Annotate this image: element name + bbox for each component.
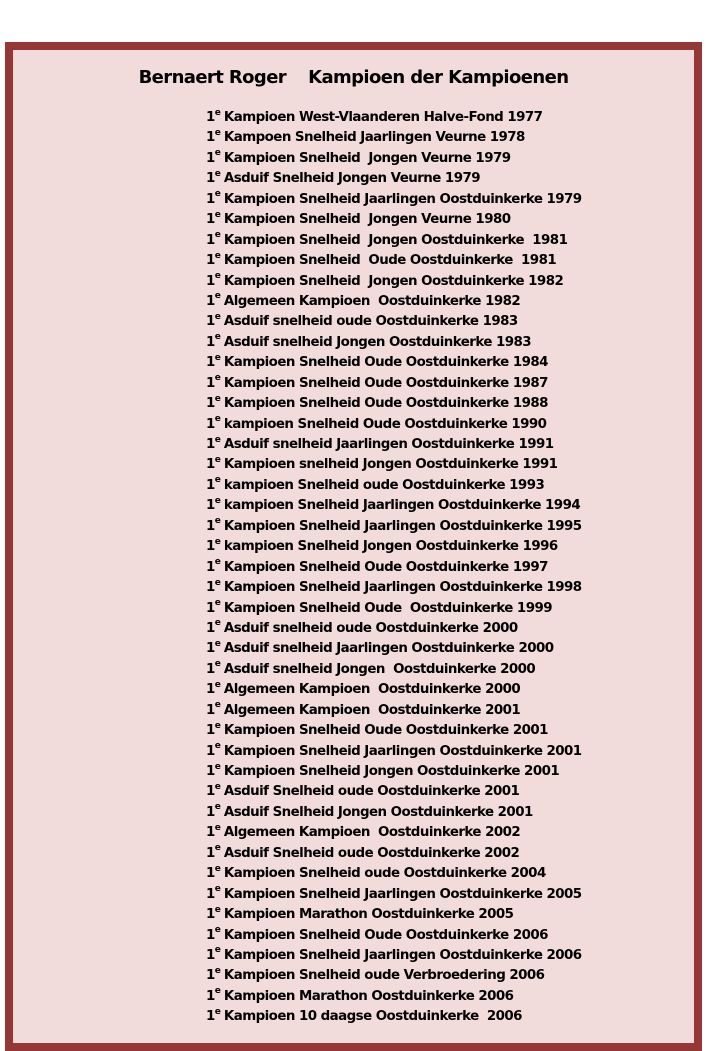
achievement-text: Asduif Snelheid oude Oostduinkerke 2001 [223, 784, 520, 800]
list-item [206, 415, 582, 435]
rank-suffix: e [214, 557, 221, 568]
list-item [206, 742, 582, 762]
rank-number: 1 [206, 947, 215, 963]
rank-suffix: e [214, 598, 221, 609]
rank-number: 1 [206, 559, 215, 575]
achievement-text: Kampioen Snelheid oude Verbroedering 2006 [223, 968, 545, 984]
achievement-text: Kampioen Snelheid Jaarlingen Oostduinkerke 1998 [223, 580, 582, 596]
list-item [206, 1007, 582, 1027]
rank-suffix: e [214, 332, 221, 343]
list-item [206, 885, 582, 905]
rank-suffix: e [214, 700, 221, 711]
rank-number: 1 [206, 253, 215, 269]
list-item [206, 803, 582, 823]
list-item [206, 455, 582, 475]
achievement-text: Kampioen Snelheid Jaarlingen Oostduinkerke 1979 [223, 191, 582, 207]
list-item [206, 619, 582, 639]
list-item [206, 578, 582, 598]
list-item [206, 844, 582, 864]
list-item [206, 946, 582, 966]
list-item [206, 864, 582, 884]
rank-number: 1 [206, 477, 215, 493]
rank-number: 1 [206, 293, 215, 309]
rank-suffix: e [214, 414, 221, 425]
rank-suffix: e [214, 843, 221, 854]
rank-number: 1 [206, 498, 215, 514]
rank-suffix: e [214, 209, 221, 220]
rank-suffix: e [214, 945, 221, 956]
list-item [206, 558, 582, 578]
rank-suffix: e [214, 495, 221, 506]
rank-suffix: e [214, 577, 221, 588]
list-item [206, 394, 582, 414]
list-item [206, 926, 582, 946]
list-item [206, 680, 582, 700]
list-item [206, 599, 582, 619]
achievement-text: Asduif snelheid Jaarlingen Oostduinkerke 1991 [223, 437, 554, 452]
list-item [206, 374, 582, 394]
rank-suffix: e [214, 516, 221, 527]
rank-suffix: e [214, 189, 221, 200]
rank-number: 1 [206, 927, 215, 943]
rank-suffix: e [214, 720, 221, 731]
achievement-text: Kampoen Snelheid Jaarlingen Veurne 1978 [223, 130, 525, 146]
rank-suffix: e [214, 884, 221, 895]
rank-suffix: e [214, 536, 221, 547]
list-item [206, 762, 582, 782]
rank-suffix: e [214, 761, 221, 772]
rank-suffix: e [214, 679, 221, 690]
list-item [206, 517, 582, 537]
list-item [206, 721, 582, 741]
rank-number: 1 [206, 314, 215, 330]
rank-number: 1 [206, 150, 215, 166]
list-item [206, 210, 582, 230]
achievement-text: Asduif snelheid oude Oostduinkerke 2000 [223, 620, 518, 636]
achievement-text: Kampioen Snelheid Oude Oostduinkerke 1981 [223, 253, 557, 269]
rank-number: 1 [206, 804, 215, 820]
list-item [206, 312, 582, 332]
achievement-text: Kampioen Snelheid Jaarlingen Oostduinkerke 2001 [223, 743, 582, 759]
rank-suffix: e [214, 638, 221, 649]
rank-number: 1 [206, 968, 215, 984]
list-item [206, 435, 582, 455]
achievement-text: Kampioen Snelheid Oude Oostduinkerke 2001 [223, 723, 548, 739]
list-item [206, 169, 582, 189]
achievement-text: kampioen Snelheid Jaarlingen Oostduinkerke 1994 [223, 498, 581, 514]
achievement-text: Asduif Snelheid Jongen Oostduinkerke 2001 [223, 804, 533, 820]
rank-suffix: e [214, 230, 221, 241]
rank-number: 1 [206, 845, 215, 861]
rank-number: 1 [206, 661, 215, 677]
rank-number: 1 [206, 682, 215, 698]
rank-suffix: e [214, 904, 221, 915]
achievement-text: Algemeen Kampioen Oostduinkerke 2000 [223, 682, 521, 698]
rank-number: 1 [206, 825, 215, 841]
achievement-text: kampioen Snelheid Jongen Oostduinkerke 1996 [223, 539, 558, 555]
achievement-text: Kampioen snelheid Jongen Oostduinkerke 1991 [223, 457, 558, 473]
rank-number: 1 [206, 375, 215, 391]
rank-suffix: e [214, 802, 221, 813]
title-name: Bernaert Roger [138, 67, 287, 88]
rank-number: 1 [206, 355, 215, 371]
rank-number: 1 [206, 1009, 215, 1025]
list-item [206, 108, 582, 128]
title-heading: Kampioen der Kampioenen [308, 67, 569, 88]
rank-number: 1 [206, 641, 215, 657]
rank-number: 1 [206, 743, 215, 759]
rank-suffix: e [214, 659, 221, 670]
achievement-text: Asduif snelheid Jongen Oostduinkerke 2000 [223, 661, 536, 677]
achievement-text: kampioen Snelheid Oude Oostduinkerke 1990 [223, 416, 547, 432]
rank-suffix: e [214, 250, 221, 261]
list-item [206, 496, 582, 516]
achievement-text: Algemeen Kampioen Oostduinkerke 2001 [223, 702, 521, 718]
rank-number: 1 [206, 886, 215, 902]
list-item [206, 782, 582, 802]
rank-number: 1 [206, 702, 215, 718]
achievement-text: Kampioen 10 daagse Oostduinkerke 2006 [223, 1009, 522, 1025]
rank-suffix: e [214, 822, 221, 833]
list-item [206, 701, 582, 721]
achievement-text: Kampioen Snelheid Oude Oostduinkerke 1999 [223, 600, 553, 616]
list-item [206, 660, 582, 680]
rank-number: 1 [206, 191, 215, 207]
page-title [13, 67, 694, 88]
achievement-text: kampioen Snelheid oude Oostduinkerke 1993 [223, 477, 545, 493]
list-item [206, 476, 582, 496]
rank-number: 1 [206, 396, 215, 412]
achievement-text: Algemeen Kampioen Oostduinkerke 1982 [223, 293, 521, 309]
rank-suffix: e [214, 618, 221, 629]
achievement-text: Algemeen Kampioen Oostduinkerke 2002 [223, 825, 521, 841]
rank-suffix: e [214, 107, 221, 118]
list-item [206, 149, 582, 169]
rank-suffix: e [214, 925, 221, 936]
list-item [206, 353, 582, 373]
achievement-text: Kampioen Snelheid Oude Oostduinkerke 1988 [223, 396, 548, 412]
rank-number: 1 [206, 212, 215, 228]
rank-suffix: e [214, 393, 221, 404]
rank-suffix: e [214, 741, 221, 752]
achievement-text: Kampioen Snelheid Oude Oostduinkerke 1984 [223, 355, 548, 371]
rank-suffix: e [214, 434, 221, 445]
rank-number: 1 [206, 416, 215, 432]
list-item [206, 231, 582, 251]
rank-number: 1 [206, 723, 215, 739]
rank-suffix: e [214, 311, 221, 322]
list-item [206, 639, 582, 659]
achievement-list [206, 108, 582, 1028]
achievement-text: Kampioen Snelheid Jaarlingen Oostduinkerke 2006 [223, 947, 582, 963]
rank-number: 1 [206, 437, 215, 452]
rank-suffix: e [214, 965, 221, 976]
list-item [206, 966, 582, 986]
rank-number: 1 [206, 764, 215, 779]
achievement-text: Kampioen Snelheid Jongen Oostduinkerke 1982 [223, 273, 564, 289]
rank-number: 1 [206, 130, 215, 146]
achievement-text: Kampioen Marathon Oostduinkerke 2005 [223, 907, 514, 923]
rank-suffix: e [214, 863, 221, 874]
achievement-text: Kampioen Snelheid oude Oostduinkerke 2004 [223, 866, 546, 882]
rank-suffix: e [214, 781, 221, 792]
list-item [206, 190, 582, 210]
achievement-text: Kampioen Snelheid Oude Oostduinkerke 1997 [223, 559, 548, 575]
achievement-text: Kampioen Snelheid Jongen Veurne 1979 [223, 150, 511, 166]
achievement-text: Asduif snelheid Jongen Oostduinkerke 1983 [223, 334, 532, 350]
rank-number: 1 [206, 907, 215, 923]
achievement-text: Kampioen Snelheid Jongen Oostduinkerke 1981 [223, 232, 568, 248]
list-item [206, 292, 582, 312]
rank-number: 1 [206, 539, 215, 555]
achievement-text: Asduif Snelheid Jongen Veurne 1979 [223, 171, 480, 187]
achievement-text: Kampioen Snelheid Jongen Veurne 1980 [223, 212, 511, 228]
achievement-text: Kampioen Snelheid Oude Oostduinkerke 2006 [223, 927, 548, 943]
list-item [206, 987, 582, 1007]
achievement-text: Kampioen Snelheid Oude Oostduinkerke 1987 [223, 375, 548, 391]
list-item [206, 905, 582, 925]
list-item [206, 128, 582, 148]
rank-number: 1 [206, 171, 215, 187]
rank-suffix: e [214, 291, 221, 302]
document-frame [5, 42, 702, 1051]
list-item [206, 823, 582, 843]
rank-suffix: e [214, 168, 221, 179]
list-item [206, 272, 582, 292]
list-item [206, 537, 582, 557]
rank-number: 1 [206, 784, 215, 800]
rank-suffix: e [214, 1006, 221, 1017]
achievement-text: Asduif snelheid Jaarlingen Oostduinkerke 2000 [223, 641, 554, 657]
rank-suffix: e [214, 475, 221, 486]
rank-suffix: e [214, 148, 221, 159]
rank-number: 1 [206, 620, 215, 636]
achievement-text: Asduif Snelheid oude Oostduinkerke 2002 [223, 845, 520, 861]
rank-suffix: e [214, 986, 221, 997]
achievement-text: Kampioen Snelheid Jaarlingen Oostduinkerke 2005 [223, 886, 582, 902]
rank-suffix: e [214, 127, 221, 138]
list-item [206, 333, 582, 353]
rank-suffix: e [214, 454, 221, 465]
rank-number: 1 [206, 866, 215, 882]
rank-number: 1 [206, 334, 215, 350]
rank-number: 1 [206, 273, 215, 289]
rank-suffix: e [214, 271, 221, 282]
achievement-text: Asduif snelheid oude Oostduinkerke 1983 [223, 314, 518, 330]
list-item [206, 251, 582, 271]
rank-suffix: e [214, 373, 221, 384]
achievement-text: Kampioen Snelheid Jongen Oostduinkerke 2001 [223, 764, 560, 779]
achievement-text: Kampioen Marathon Oostduinkerke 2006 [223, 988, 514, 1004]
rank-number: 1 [206, 457, 215, 473]
rank-suffix: e [214, 352, 221, 363]
rank-number: 1 [206, 988, 215, 1004]
rank-number: 1 [206, 110, 215, 125]
rank-number: 1 [206, 600, 215, 616]
achievement-text: Kampioen Snelheid Jaarlingen Oostduinkerke 1995 [223, 518, 582, 534]
rank-number: 1 [206, 580, 215, 596]
achievement-text: Kampioen West-Vlaanderen Halve-Fond 1977 [223, 110, 543, 125]
rank-number: 1 [206, 518, 215, 534]
rank-number: 1 [206, 232, 215, 248]
